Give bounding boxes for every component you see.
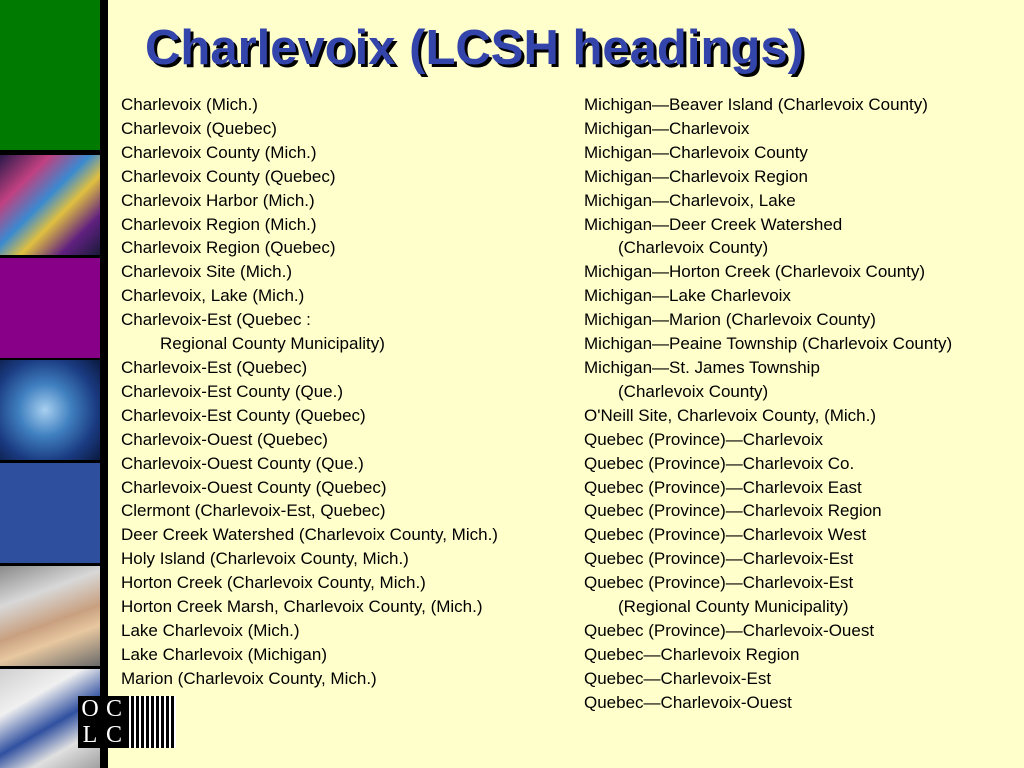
- heading-text: Michigan—Lake Charlevoix: [584, 286, 791, 306]
- heading-item: [584, 619, 952, 643]
- heading-item: [121, 356, 498, 380]
- heading-item: [121, 165, 498, 189]
- heading-text: Charlevoix, Lake (Mich.): [121, 286, 305, 306]
- heading-item: [584, 428, 952, 452]
- heading-item: [584, 141, 952, 165]
- heading-text: Michigan—Charlevoix: [584, 118, 750, 138]
- heading-text: Michigan—Marion (Charlevoix County): [584, 310, 876, 330]
- heading-text: Horton Creek Marsh, Charlevoix County, (Mich.): [121, 597, 483, 617]
- heading-text: Quebec (Province)—Charlevoix-Est: [584, 549, 854, 569]
- heading-item: [584, 165, 952, 189]
- heading-item: [121, 93, 498, 117]
- logo-letter: O: [78, 696, 102, 722]
- heading-item: [584, 476, 952, 500]
- heading-text: Michigan—St. James Township: [584, 357, 820, 377]
- heading-item: [121, 499, 498, 523]
- heading-text: Marion (Charlevoix County, Mich.): [121, 668, 377, 688]
- heading-item: [584, 691, 952, 715]
- globe-image: [0, 360, 100, 460]
- heading-text: Clermont (Charlevoix-Est, Quebec): [121, 501, 386, 521]
- heading-text: Deer Creek Watershed (Charlevoix County, Mich.): [121, 525, 498, 545]
- slide-title: Charlevoix (LCSH headings): [145, 21, 804, 75]
- heading-text: Charlevoix Region (Quebec): [121, 238, 336, 258]
- heading-continuation: Regional County Municipality): [160, 334, 385, 354]
- blue-block: [0, 463, 100, 563]
- heading-item: [121, 284, 498, 308]
- heading-item: [584, 189, 952, 213]
- logo-barcode: [126, 696, 176, 748]
- heading-text: Quebec—Charlevoix Region: [584, 644, 800, 664]
- heading-item: [121, 571, 498, 595]
- hand-mouse-image: [0, 566, 100, 666]
- heading-text: Charlevoix County (Mich.): [121, 142, 317, 162]
- heading-item: [121, 308, 498, 356]
- heading-text: Horton Creek (Charlevoix County, Mich.): [121, 573, 426, 593]
- heading-text: Lake Charlevoix (Mich.): [121, 620, 300, 640]
- heading-text: Charlevoix Region (Mich.): [121, 214, 317, 234]
- heading-text: Quebec (Province)—Charlevoix Region: [584, 501, 882, 521]
- heading-item: [121, 547, 498, 571]
- heading-item: [121, 380, 498, 404]
- heading-text: Charlevoix-Est County (Que.): [121, 381, 344, 401]
- heading-item: [584, 547, 952, 571]
- heading-text: Charlevoix-Ouest County (Quebec): [121, 477, 387, 497]
- heading-item: [121, 141, 498, 165]
- heading-item: [584, 404, 952, 428]
- heading-text: Michigan—Peaine Township (Charlevoix County): [584, 334, 953, 354]
- heading-item: [121, 523, 498, 547]
- heading-item: [584, 117, 952, 141]
- heading-continuation: (Charlevoix County): [618, 238, 769, 258]
- right-heading-list: [584, 93, 952, 715]
- heading-item: [121, 595, 498, 619]
- heading-item: [584, 667, 952, 691]
- heading-item: [584, 643, 952, 667]
- heading-item: [584, 499, 952, 523]
- heading-item: [584, 356, 952, 404]
- heading-text: Charlevoix Harbor (Mich.): [121, 190, 315, 210]
- heading-text: Quebec—Charlevoix-Est: [584, 668, 772, 688]
- heading-item: [584, 571, 952, 619]
- heading-text: Charlevoix (Quebec): [121, 118, 277, 138]
- heading-text: Quebec (Province)—Charlevoix-Est: [584, 573, 854, 593]
- logo-letter: L: [78, 722, 102, 748]
- heading-text: Charlevoix-Ouest (Quebec): [121, 429, 328, 449]
- decorative-sidebar: [0, 0, 108, 768]
- heading-item: [121, 667, 498, 691]
- heading-text: Charlevoix Site (Mich.): [121, 262, 292, 282]
- heading-item: [584, 332, 952, 356]
- heading-text: Charlevoix County (Quebec): [121, 166, 336, 186]
- heading-item: [121, 476, 498, 500]
- heading-item: [121, 117, 498, 141]
- heading-item: [121, 619, 498, 643]
- left-heading-list: [121, 93, 498, 691]
- heading-text: Quebec (Province)—Charlevoix West: [584, 525, 867, 545]
- heading-item: [584, 213, 952, 261]
- heading-item: [121, 643, 498, 667]
- abstract-collage-image: [0, 155, 100, 255]
- purple-block: [0, 258, 100, 358]
- heading-item: [584, 308, 952, 332]
- heading-text: O'Neill Site, Charlevoix County, (Mich.): [584, 405, 877, 425]
- heading-item: [121, 428, 498, 452]
- heading-item: [584, 260, 952, 284]
- heading-text: Holy Island (Charlevoix County, Mich.): [121, 549, 409, 569]
- heading-item: [584, 452, 952, 476]
- logo-letter: C: [102, 696, 126, 722]
- heading-text: Lake Charlevoix (Michigan): [121, 644, 327, 664]
- logo-letter: C: [102, 722, 126, 748]
- heading-item: [121, 260, 498, 284]
- heading-text: Quebec (Province)—Charlevoix: [584, 429, 824, 449]
- heading-text: Quebec—Charlevoix-Ouest: [584, 692, 792, 712]
- heading-text: Quebec (Province)—Charlevoix East: [584, 477, 862, 497]
- heading-item: [584, 284, 952, 308]
- heading-item: [121, 189, 498, 213]
- green-block: [0, 0, 100, 150]
- heading-item: [121, 236, 498, 260]
- heading-item: [121, 404, 498, 428]
- heading-text: Charlevoix-Est County (Quebec): [121, 405, 366, 425]
- heading-continuation: (Regional County Municipality): [618, 597, 849, 617]
- heading-text: Quebec (Province)—Charlevoix-Ouest: [584, 620, 875, 640]
- heading-text: Michigan—Deer Creek Watershed: [584, 214, 843, 234]
- heading-text: Charlevoix (Mich.): [121, 95, 258, 114]
- heading-item: [584, 523, 952, 547]
- heading-text: Michigan—Horton Creek (Charlevoix County): [584, 262, 926, 282]
- heading-item: [121, 213, 498, 237]
- heading-text: Charlevoix-Est (Quebec): [121, 357, 308, 377]
- heading-item: [584, 93, 952, 117]
- heading-text: Michigan—Charlevoix, Lake: [584, 190, 796, 210]
- heading-text: Charlevoix-Est (Quebec :: [121, 310, 311, 330]
- heading-continuation: (Charlevoix County): [618, 381, 769, 401]
- heading-text: Michigan—Charlevoix County: [584, 142, 808, 162]
- heading-text: Charlevoix-Ouest County (Que.): [121, 453, 364, 473]
- oclc-logo: [78, 696, 178, 748]
- heading-text: Quebec (Province)—Charlevoix Co.: [584, 453, 855, 473]
- heading-text: Michigan—Charlevoix Region: [584, 166, 808, 186]
- heading-text: Michigan—Beaver Island (Charlevoix County): [584, 95, 928, 114]
- heading-item: [121, 452, 498, 476]
